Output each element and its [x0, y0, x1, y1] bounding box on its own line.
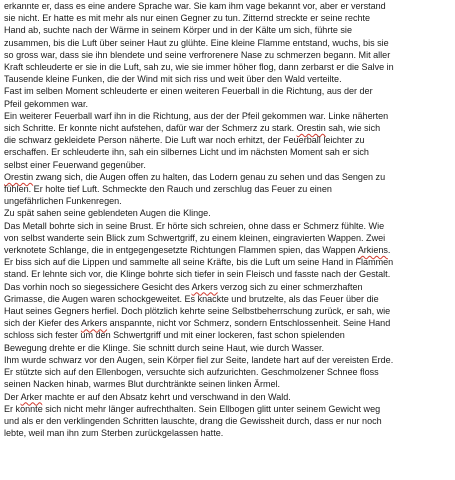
text-line: die schwarz gekleidete Person näherte. Die Luft war noch erhitzt, der Feuerball leichter zu: [4, 135, 365, 146]
text-line: Ein weiterer Feuerball warf ihn in die Richtung, aus der der Pfeil gekommen war. Linke näherten: [4, 110, 389, 121]
text-line: Fast im selben Moment schleuderte er einen weiteren Feuerball in die Richtung, aus der der: [4, 86, 373, 97]
text-line: Orestin zwang sich, die Augen offen zu halten, das Lodern genau zu sehen und das Sengen zu: [4, 171, 386, 182]
spellcheck-word[interactable]: Arkers: [80, 318, 108, 329]
text-line: erschaffen. Er schleuderte ihn, sah ein silbernes Licht und im nächsten Moment sah er sich: [4, 147, 369, 158]
text-line: Haut seines Gegners herfiel. Doch plötzlich kehrte seine Selbstbeherrschung zurück, er sah, wie: [4, 306, 391, 317]
text-line: Das Metall bohrte sich in seine Brust. Er hörte sich schreien, ohne dass er Schmerz fühlte. Wie: [4, 220, 385, 231]
text-line: und als er den verklingenden Schritten lauschte, drang die Gewissheit durch, dass er nur noch: [4, 415, 382, 426]
text-line: Kraft schleuderte er sie in die Luft, sah zu, wie sie immer höher flog, dann zerbarst er die Salve in: [4, 62, 394, 73]
text-line: zusammen, bis die Luft über seiner Haut zu glühte. Eine kleine Flamme entstand, wuchs, bis sie: [4, 37, 389, 48]
text-line: Er biss sich auf die Lippen und sammelte all seine Kräfte, bis die Luft um seine Hand in Flammen: [4, 257, 394, 268]
text-line: Er stützte sich auf den Ellenbogen, versuchte sich aufzurichten. Geschmolzener Schnee floss: [4, 367, 379, 378]
text-line: sich der Kiefer des Arkers anspannte, nicht vor Schmerz, sondern Entschlossenheit. Seine Hand: [4, 318, 391, 329]
text-line: verknotete Schlange, die in entgegengesetzte Richtungen Flammen spien, das Wappen Arkiens.: [4, 245, 391, 256]
text-line: seinen Nacken hinab, warmes Blut durchtränkte seinen linken Ärmel.: [4, 379, 281, 390]
text-line: von selbst wanderte sein Blick zum Schwertgriff, zu einem kleinen, eingravierten Wappen. Zwei: [4, 232, 386, 243]
text-line: selbst einer Feuerwand gegenüber.: [4, 159, 146, 170]
text-line: sie nicht. Er hatte es mit mehr als nur einen Gegner zu tun. Zitternd streckte er seine rechte: [4, 13, 371, 24]
text-line: Hand ab, suchte nach der Wärme in seinem Körper und in der Kälte um sich, führte sie: [4, 25, 352, 36]
text-line: schloss sich fester um den Schwertgriff und mit einer lockeren, fast schon spielenden: [4, 330, 345, 341]
text-line: sich Schritte. Er konnte nicht aufstehen, dafür war der Schmerz zu stark. Orestin sah, wie sich: [4, 123, 381, 134]
spellcheck-word[interactable]: Orestin: [296, 123, 326, 134]
text-line: Tausende kleine Funken, die der Wind mit sich riss und weit über den Wald verteilte.: [4, 74, 342, 85]
text-line: Pfeil gekommen war.: [4, 98, 88, 109]
text-line: Ihm wurde schwarz vor den Augen, sein Körper fiel zur Seite, landete hart auf der vereisten Erde.: [4, 354, 394, 365]
spellcheck-word[interactable]: Arker: [20, 391, 43, 402]
text-line: lebte, weil man ihn zum Sterben zurückgelassen hatte.: [4, 428, 224, 439]
text-line: Der Arker machte er auf den Absatz kehrt und verschwand in den Wald.: [4, 391, 291, 402]
text-line: Er konnte sich nicht mehr länger aufrechthalten. Sein Ellbogen glitt unter seinem Gewicht weg: [4, 403, 381, 414]
text-line: so gross war, dass sie ihn blendete und seine verfrorenere Nase zu schmerzen begann. Mit aller: [4, 49, 391, 60]
text-line: Bewegung drehte er die Klinge. Sie schnitt durch seine Haut, wie durch Wasser.: [4, 342, 324, 353]
spellcheck-word[interactable]: Arkiens: [357, 245, 388, 256]
text-line: erkannte er, dass es eine andere Sprache war. Sie kam ihm vage bekannt vor, aber er verstand: [4, 1, 386, 11]
text-line: stand. Er lehnte sich vor, die Klinge bohrte sich tiefer in sein Fleisch und fasste nach der Gestalt.: [4, 269, 391, 280]
spellcheck-word[interactable]: Arkers: [191, 281, 218, 292]
spellcheck-word[interactable]: Orestin: [4, 171, 34, 182]
text-line: Das vorhin noch so siegessichere Gesicht des Arkers verzog sich zu einer schmerzhaften: [4, 281, 363, 292]
text-line: Zu spät sahen seine geblendeten Augen die Klinge.: [4, 208, 211, 219]
text-line: Grimasse, die Augen waren schockgeweitet. Es knackte und brutzelte, als das Feuer über die: [4, 293, 379, 304]
text-line: fühlen. Er holte tief Luft. Schmeckte den Rauch und zerschlug das Feuer zu einen: [4, 184, 332, 195]
text-line: ungefährlichen Funkenregen.: [4, 196, 122, 207]
